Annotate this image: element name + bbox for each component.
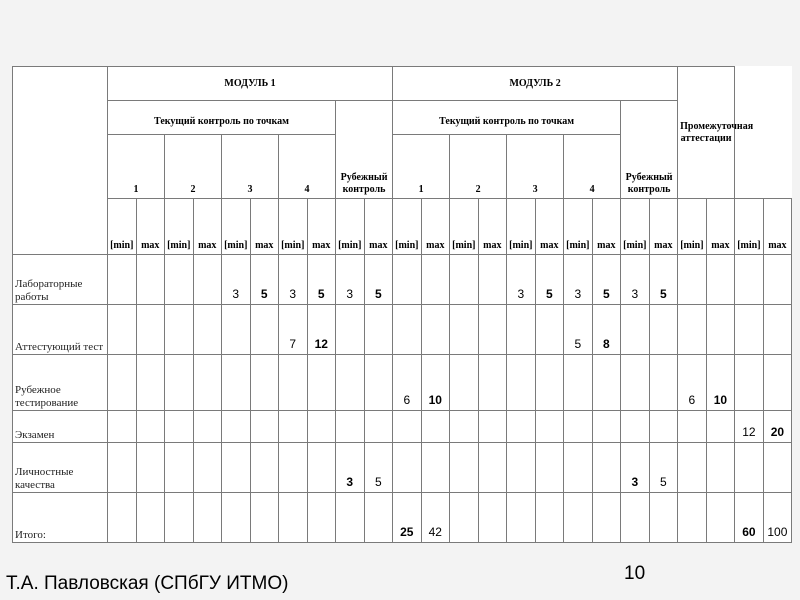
score-cell: 25 (393, 493, 422, 543)
score-cell (735, 443, 764, 493)
score-cell (279, 443, 308, 493)
score-cell (108, 305, 137, 355)
score-cell: 3 (507, 255, 536, 305)
row-label: Личностные качества (13, 443, 108, 493)
score-cell (193, 493, 222, 543)
score-cell (336, 305, 365, 355)
score-cell (478, 443, 507, 493)
score-cell (250, 493, 279, 543)
score-cell (421, 411, 450, 443)
min-header: [min] (165, 199, 194, 255)
score-cell (279, 355, 308, 411)
footer-author: Т.А. Павловская (СПбГУ ИТМО) (6, 573, 289, 594)
min-header: [min] (621, 199, 650, 255)
score-cell: 6 (393, 355, 422, 411)
score-cell (649, 305, 678, 355)
score-cell (706, 443, 735, 493)
score-cell (222, 493, 251, 543)
score-cell: 3 (279, 255, 308, 305)
score-cell (763, 355, 792, 411)
table-row (13, 305, 792, 355)
grading-table (12, 66, 792, 543)
score-cell (279, 493, 308, 543)
score-cell (136, 255, 165, 305)
min-header: [min] (393, 199, 422, 255)
score-cell (393, 411, 422, 443)
table-row (13, 443, 792, 493)
score-cell (735, 305, 764, 355)
point-header: 2 (450, 135, 507, 199)
score-cell: 5 (649, 443, 678, 493)
table-row (13, 255, 792, 305)
point-header: 4 (279, 135, 336, 199)
score-cell: 12 (735, 411, 764, 443)
score-cell (478, 355, 507, 411)
score-cell (222, 443, 251, 493)
score-cell: 5 (364, 443, 393, 493)
score-cell: 10 (421, 355, 450, 411)
score-cell (649, 411, 678, 443)
score-cell (364, 305, 393, 355)
max-header: max (763, 199, 792, 255)
score-cell (478, 305, 507, 355)
score-cell (621, 411, 650, 443)
score-cell (108, 443, 137, 493)
score-cell (450, 355, 479, 411)
min-header: [min] (507, 199, 536, 255)
score-cell (478, 411, 507, 443)
score-cell (564, 443, 593, 493)
score-cell (735, 255, 764, 305)
current-control-header-m2: Текущий контроль по точкам (393, 101, 621, 135)
score-cell (535, 493, 564, 543)
min-header: [min] (564, 199, 593, 255)
score-cell: 5 (564, 305, 593, 355)
score-cell (535, 355, 564, 411)
row-label: Экзамен (13, 411, 108, 443)
score-cell (592, 355, 621, 411)
score-cell (250, 411, 279, 443)
score-cell (450, 411, 479, 443)
score-cell (507, 355, 536, 411)
row-label: Рубежное тестирование (13, 355, 108, 411)
score-cell (592, 493, 621, 543)
intermediate-header: Промежуточная аттестации (678, 67, 735, 199)
score-cell (165, 411, 194, 443)
score-cell (222, 355, 251, 411)
row-label: Итого: (13, 493, 108, 543)
rubezh-header-m2: Рубежный контроль (621, 101, 678, 199)
score-cell (450, 493, 479, 543)
score-cell (478, 493, 507, 543)
score-cell (649, 493, 678, 543)
score-cell (222, 411, 251, 443)
score-cell: 3 (621, 255, 650, 305)
score-cell (678, 493, 707, 543)
score-cell (678, 305, 707, 355)
point-header: 1 (393, 135, 450, 199)
score-cell: 10 (706, 355, 735, 411)
score-cell (706, 255, 735, 305)
score-cell (108, 355, 137, 411)
score-cell (393, 443, 422, 493)
score-cell (136, 355, 165, 411)
score-cell: 5 (250, 255, 279, 305)
min-header: [min] (279, 199, 308, 255)
min-header: [min] (222, 199, 251, 255)
max-header: max (136, 199, 165, 255)
score-cell (621, 305, 650, 355)
score-cell (706, 411, 735, 443)
score-cell: 3 (336, 443, 365, 493)
score-cell (678, 443, 707, 493)
point-header: 1 (108, 135, 165, 199)
score-cell (564, 493, 593, 543)
score-cell (336, 355, 365, 411)
score-cell (364, 493, 393, 543)
score-cell (165, 355, 194, 411)
score-cell (450, 305, 479, 355)
score-cell: 5 (649, 255, 678, 305)
max-header: max (307, 199, 336, 255)
score-cell (393, 255, 422, 305)
score-cell (678, 255, 707, 305)
score-cell (592, 443, 621, 493)
table-row (13, 493, 792, 543)
module1-header: МОДУЛЬ 1 (108, 67, 393, 101)
score-cell (108, 255, 137, 305)
score-cell (136, 411, 165, 443)
score-cell (763, 255, 792, 305)
score-cell (421, 255, 450, 305)
score-cell (250, 443, 279, 493)
max-header: max (535, 199, 564, 255)
max-header: max (592, 199, 621, 255)
score-cell: 42 (421, 493, 450, 543)
max-header: max (193, 199, 222, 255)
table-row (13, 411, 792, 443)
score-cell: 8 (592, 305, 621, 355)
score-cell: 5 (535, 255, 564, 305)
row-label: Аттестующий тест (13, 305, 108, 355)
max-header: max (706, 199, 735, 255)
score-cell: 12 (307, 305, 336, 355)
score-cell (706, 493, 735, 543)
score-cell (507, 493, 536, 543)
min-header: [min] (735, 199, 764, 255)
score-cell: 3 (621, 443, 650, 493)
min-header: [min] (336, 199, 365, 255)
score-cell (478, 255, 507, 305)
score-cell (193, 443, 222, 493)
score-cell (621, 493, 650, 543)
max-header: max (478, 199, 507, 255)
min-header: [min] (108, 199, 137, 255)
score-cell: 100 (763, 493, 792, 543)
score-cell: 7 (279, 305, 308, 355)
score-cell (393, 305, 422, 355)
point-header: 2 (165, 135, 222, 199)
score-cell (535, 443, 564, 493)
score-cell (592, 411, 621, 443)
score-cell (336, 411, 365, 443)
score-cell (364, 411, 393, 443)
score-cell (307, 443, 336, 493)
score-cell (136, 305, 165, 355)
min-header: [min] (450, 199, 479, 255)
score-cell (535, 411, 564, 443)
row-label: Лабораторные работы (13, 255, 108, 305)
score-cell (507, 443, 536, 493)
score-cell (421, 305, 450, 355)
min-header: [min] (678, 199, 707, 255)
score-cell: 3 (222, 255, 251, 305)
max-header: max (250, 199, 279, 255)
rubezh-header-m1: Рубежный контроль (336, 101, 393, 199)
score-cell: 5 (364, 255, 393, 305)
score-cell (307, 355, 336, 411)
score-cell (222, 305, 251, 355)
score-cell (649, 355, 678, 411)
point-header: 3 (507, 135, 564, 199)
max-header: max (421, 199, 450, 255)
score-cell (250, 305, 279, 355)
score-cell (279, 411, 308, 443)
current-control-header-m1: Текущий контроль по точкам (108, 101, 336, 135)
max-header: max (649, 199, 678, 255)
score-cell (336, 493, 365, 543)
score-cell (450, 443, 479, 493)
score-cell (450, 255, 479, 305)
score-cell (364, 355, 393, 411)
score-cell (507, 411, 536, 443)
score-cell (564, 355, 593, 411)
score-cell (421, 443, 450, 493)
score-cell (165, 305, 194, 355)
score-cell (535, 305, 564, 355)
score-cell (307, 493, 336, 543)
score-cell (507, 305, 536, 355)
score-cell (678, 411, 707, 443)
score-cell (108, 411, 137, 443)
score-cell: 20 (763, 411, 792, 443)
corner-cell (13, 67, 108, 255)
point-header: 4 (564, 135, 621, 199)
score-cell (763, 305, 792, 355)
score-cell (307, 411, 336, 443)
score-cell (108, 493, 137, 543)
score-cell (193, 305, 222, 355)
score-cell (136, 493, 165, 543)
score-cell (250, 355, 279, 411)
score-cell (193, 355, 222, 411)
score-cell (165, 255, 194, 305)
score-cell: 3 (336, 255, 365, 305)
score-cell: 5 (592, 255, 621, 305)
score-cell (165, 443, 194, 493)
score-cell (763, 443, 792, 493)
score-cell (193, 411, 222, 443)
table-row (13, 355, 792, 411)
max-header: max (364, 199, 393, 255)
score-cell: 3 (564, 255, 593, 305)
module2-header: МОДУЛЬ 2 (393, 67, 678, 101)
page-number: 10 (624, 563, 646, 584)
score-cell: 5 (307, 255, 336, 305)
score-cell (735, 355, 764, 411)
score-cell: 60 (735, 493, 764, 543)
score-cell (136, 443, 165, 493)
score-cell (621, 355, 650, 411)
score-cell (165, 493, 194, 543)
score-cell (193, 255, 222, 305)
point-header: 3 (222, 135, 279, 199)
score-cell (706, 305, 735, 355)
score-cell (564, 411, 593, 443)
score-cell: 6 (678, 355, 707, 411)
